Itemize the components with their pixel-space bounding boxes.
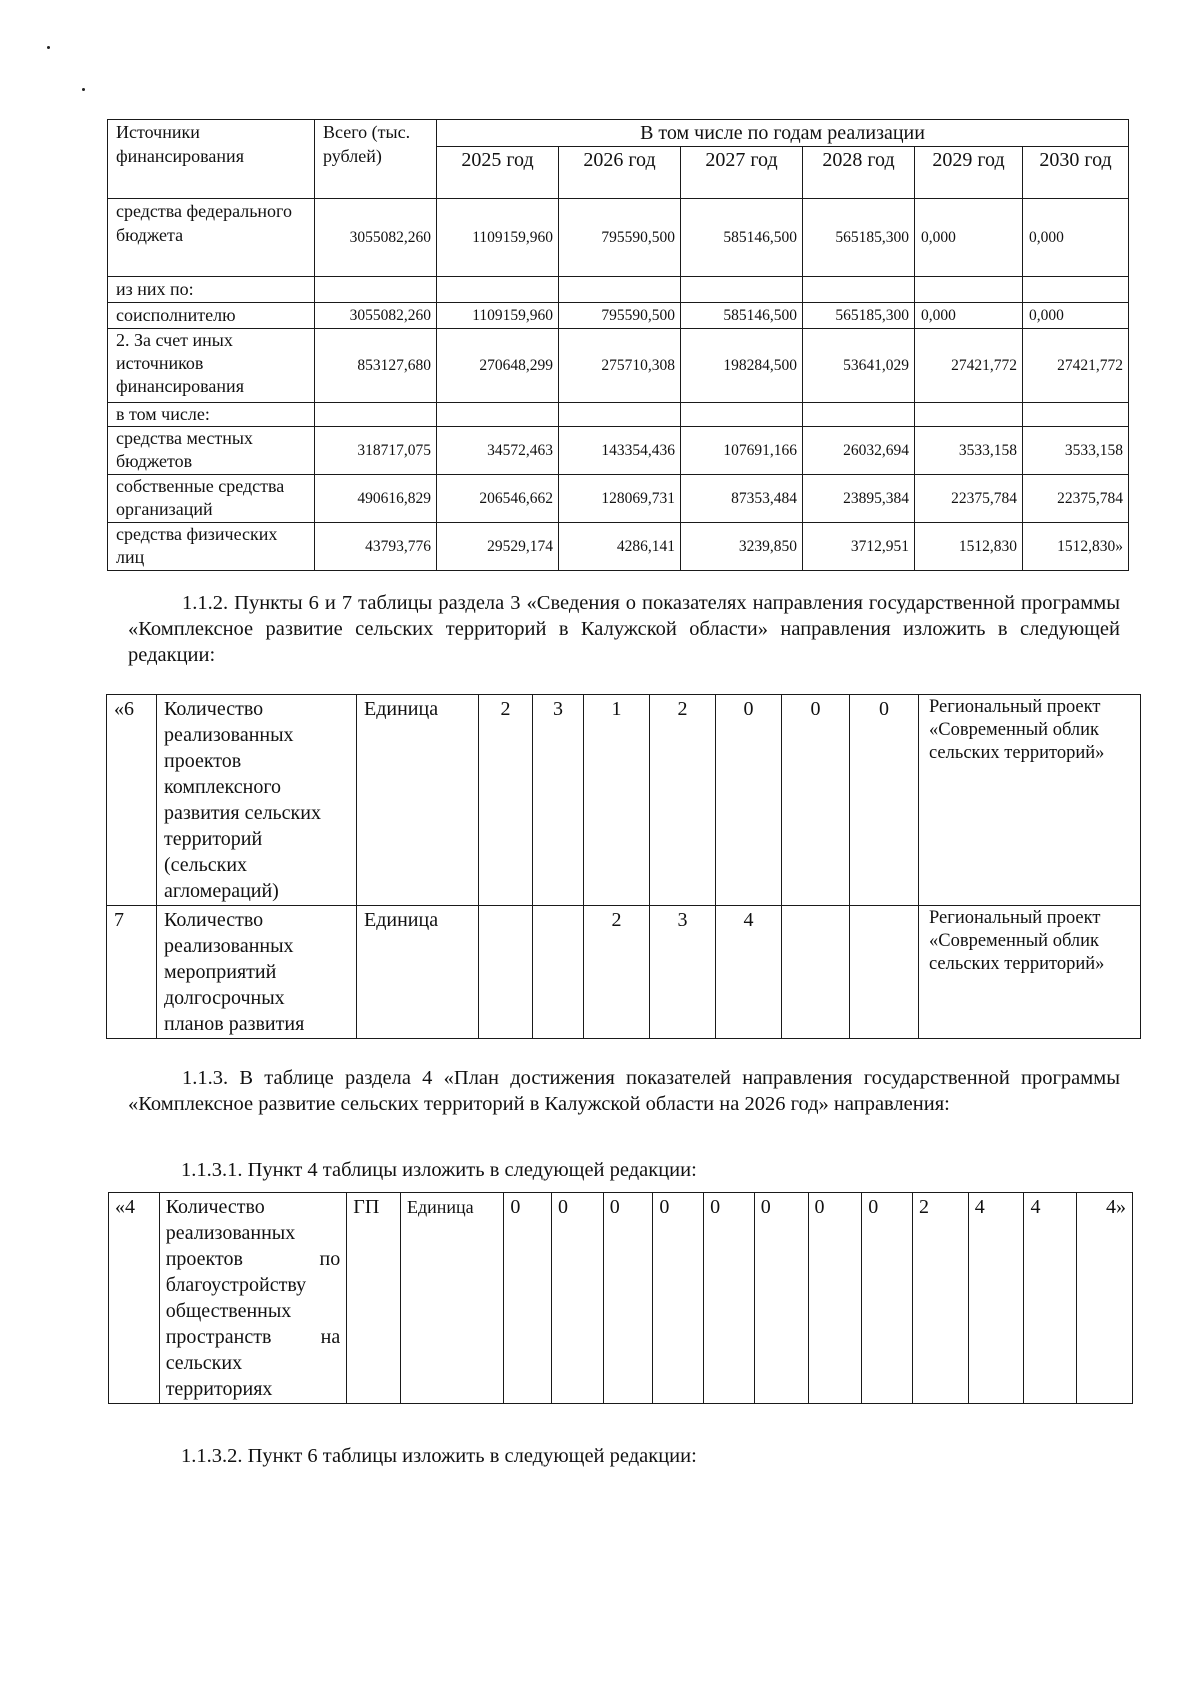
- indicator-name-line: сельских: [165, 1352, 243, 1374]
- cell-value: 0: [850, 695, 919, 906]
- cell-value: 0,000: [1023, 199, 1129, 277]
- indicator-name-line: пространств на: [165, 1326, 341, 1348]
- header-by-years: В том числе по годам реализации: [437, 120, 1129, 147]
- paragraph-1-1-3-2: 1.1.3.2. Пункт 6 таблицы изложить в следующей редакции:: [181, 1445, 697, 1467]
- cell-value: [782, 906, 850, 1039]
- cell-value: 275710,308: [559, 329, 681, 403]
- scan-speck: [82, 88, 85, 91]
- cell-value: 4: [716, 906, 782, 1039]
- row-number: «4: [109, 1193, 160, 1404]
- cell-value: 3533,158: [915, 427, 1023, 475]
- table-row: [108, 427, 1129, 475]
- row-label: из них по:: [108, 277, 315, 303]
- cell-value: 585146,500: [681, 199, 803, 277]
- cell-value: 1: [584, 695, 650, 906]
- cell-value: 270648,299: [437, 329, 559, 403]
- cell-value: 0,000: [915, 303, 1023, 329]
- unit: Единица: [357, 695, 479, 906]
- table-row: [108, 303, 1129, 329]
- cell-value: 26032,694: [803, 427, 915, 475]
- cell-value: 22375,784: [915, 475, 1023, 523]
- cell-value: 0: [782, 695, 850, 906]
- header-year: 2027 год: [681, 147, 803, 199]
- cell-value: 0: [862, 1193, 913, 1404]
- cell-value: 206546,662: [437, 475, 559, 523]
- indicator-name: Количество реализованных проектов комплексного развития сельских территорий (сельских агломераций): [157, 695, 357, 906]
- header-year: 2025 год: [437, 147, 559, 199]
- table-row: [108, 523, 1129, 571]
- header-year: 2028 год: [803, 147, 915, 199]
- indicator-name-line: территориях: [165, 1378, 273, 1400]
- cell-value: 3712,951: [803, 523, 915, 571]
- cell-value: [479, 906, 533, 1039]
- cell-value: 0: [716, 695, 782, 906]
- cell-value: 0: [552, 1193, 604, 1404]
- indicator-name: [159, 1193, 347, 1404]
- cell-value: 27421,772: [915, 329, 1023, 403]
- header-year: 2029 год: [915, 147, 1023, 199]
- cell-value: 3533,158: [1023, 427, 1129, 475]
- header-year: 2030 год: [1023, 147, 1129, 199]
- plan-table: [108, 1192, 1133, 1404]
- cell-value: 490616,829: [315, 475, 437, 523]
- paragraph-1-1-3-1: 1.1.3.1. Пункт 4 таблицы изложить в следующей редакции:: [181, 1159, 697, 1181]
- indicator-name-line: проектов по: [165, 1248, 341, 1270]
- cell-value: [533, 906, 584, 1039]
- cell-value: 128069,731: [559, 475, 681, 523]
- header-total: Всего (тыс. рублей): [315, 120, 437, 199]
- table-row: [109, 1193, 1133, 1404]
- program-level: ГП: [347, 1193, 401, 1404]
- cell-value: 3239,850: [681, 523, 803, 571]
- cell-value: 0: [504, 1193, 552, 1404]
- unit: Единица: [400, 1193, 503, 1404]
- cell-value: 4286,141: [559, 523, 681, 571]
- cell-value: 143354,436: [559, 427, 681, 475]
- cell-value: 3055082,260: [315, 199, 437, 277]
- cell-value: 3055082,260: [315, 303, 437, 329]
- row-number: 7: [107, 906, 157, 1039]
- cell-value: 585146,500: [681, 303, 803, 329]
- cell-value: [850, 906, 919, 1039]
- indicator-name: Количество реализованных мероприятий долгосрочных планов развития: [157, 906, 357, 1039]
- cell-value: 27421,772: [1023, 329, 1129, 403]
- cell-value: 4: [1024, 1193, 1077, 1404]
- paragraph-1-1-2: 1.1.2. Пункты 6 и 7 таблицы раздела 3 «Сведения о показателях направления государственной программы «Комплексное развитие сельских территорий в Калужской области» направления изложить в следующей редакции:: [128, 592, 1120, 666]
- unit: Единица: [357, 906, 479, 1039]
- cell-value: 795590,500: [559, 303, 681, 329]
- indicator-name-line: благоустройству: [165, 1274, 307, 1296]
- row-label: средства местных бюджетов: [108, 427, 315, 475]
- cell-value: 0: [653, 1193, 704, 1404]
- cell-value: 853127,680: [315, 329, 437, 403]
- cell-value: 1512,830: [915, 523, 1023, 571]
- indicators-table: [106, 694, 1141, 1039]
- table-row: [108, 199, 1129, 277]
- cell-value: 318717,075: [315, 427, 437, 475]
- cell-value: 29529,174: [437, 523, 559, 571]
- cell-value: 3: [533, 695, 584, 906]
- cell-value: 2: [584, 906, 650, 1039]
- paragraph-1-1-3: 1.1.3. В таблице раздела 4 «План достижения показателей направления государственной программы «Комплексное развитие сельских территорий в Калужской области на 2026 год» направления:: [128, 1067, 1120, 1115]
- cell-value: 0: [754, 1193, 808, 1404]
- cell-value: 0: [808, 1193, 862, 1404]
- cell-value: 23895,384: [803, 475, 915, 523]
- project-note: Региональный проект «Современный облик сельских территорий»: [919, 906, 1141, 1039]
- table-row: [108, 475, 1129, 523]
- row-label: средства федерального бюджета: [108, 199, 315, 277]
- cell-value: 43793,776: [315, 523, 437, 571]
- cell-value: 0,000: [915, 199, 1023, 277]
- project-note: Региональный проект «Современный облик сельских территорий»: [919, 695, 1141, 906]
- row-label: собственные средства организаций: [108, 475, 315, 523]
- row-label: средства физических лиц: [108, 523, 315, 571]
- table-row: [108, 403, 1129, 427]
- scan-speck: [47, 46, 50, 49]
- cell-value: 0: [704, 1193, 755, 1404]
- header-year: 2026 год: [559, 147, 681, 199]
- row-label: в том числе:: [108, 403, 315, 427]
- indicator-name-line: реализованных: [165, 1222, 296, 1244]
- cell-value: 87353,484: [681, 475, 803, 523]
- cell-value: 4: [968, 1193, 1024, 1404]
- header-sources: Источники финансирования: [108, 120, 315, 199]
- indicator-name-line: общественных: [165, 1300, 292, 1322]
- cell-value: 2: [650, 695, 716, 906]
- cell-value: 53641,029: [803, 329, 915, 403]
- cell-value: 3: [650, 906, 716, 1039]
- cell-value: 2: [479, 695, 533, 906]
- table-row: [108, 329, 1129, 403]
- cell-value: 1109159,960: [437, 199, 559, 277]
- row-label: 2. За счет иных источников финансирования: [108, 329, 315, 403]
- cell-value: 0: [603, 1193, 653, 1404]
- cell-value: 22375,784: [1023, 475, 1129, 523]
- cell-value: 1109159,960: [437, 303, 559, 329]
- financing-table: [107, 119, 1129, 571]
- row-number: «6: [107, 695, 157, 906]
- cell-value: 565185,300: [803, 199, 915, 277]
- cell-value: 4»: [1077, 1193, 1133, 1404]
- indicator-name-line: Количество: [165, 1196, 265, 1218]
- cell-value: 1512,830»: [1023, 523, 1129, 571]
- table-row: [107, 695, 1141, 906]
- cell-value: 107691,166: [681, 427, 803, 475]
- cell-value: 34572,463: [437, 427, 559, 475]
- row-label: соисполнителю: [108, 303, 315, 329]
- cell-value: 2: [912, 1193, 968, 1404]
- cell-value: 565185,300: [803, 303, 915, 329]
- cell-value: 198284,500: [681, 329, 803, 403]
- cell-value: 795590,500: [559, 199, 681, 277]
- cell-value: 0,000: [1023, 303, 1129, 329]
- table-row: [107, 906, 1141, 1039]
- table-row: [108, 277, 1129, 303]
